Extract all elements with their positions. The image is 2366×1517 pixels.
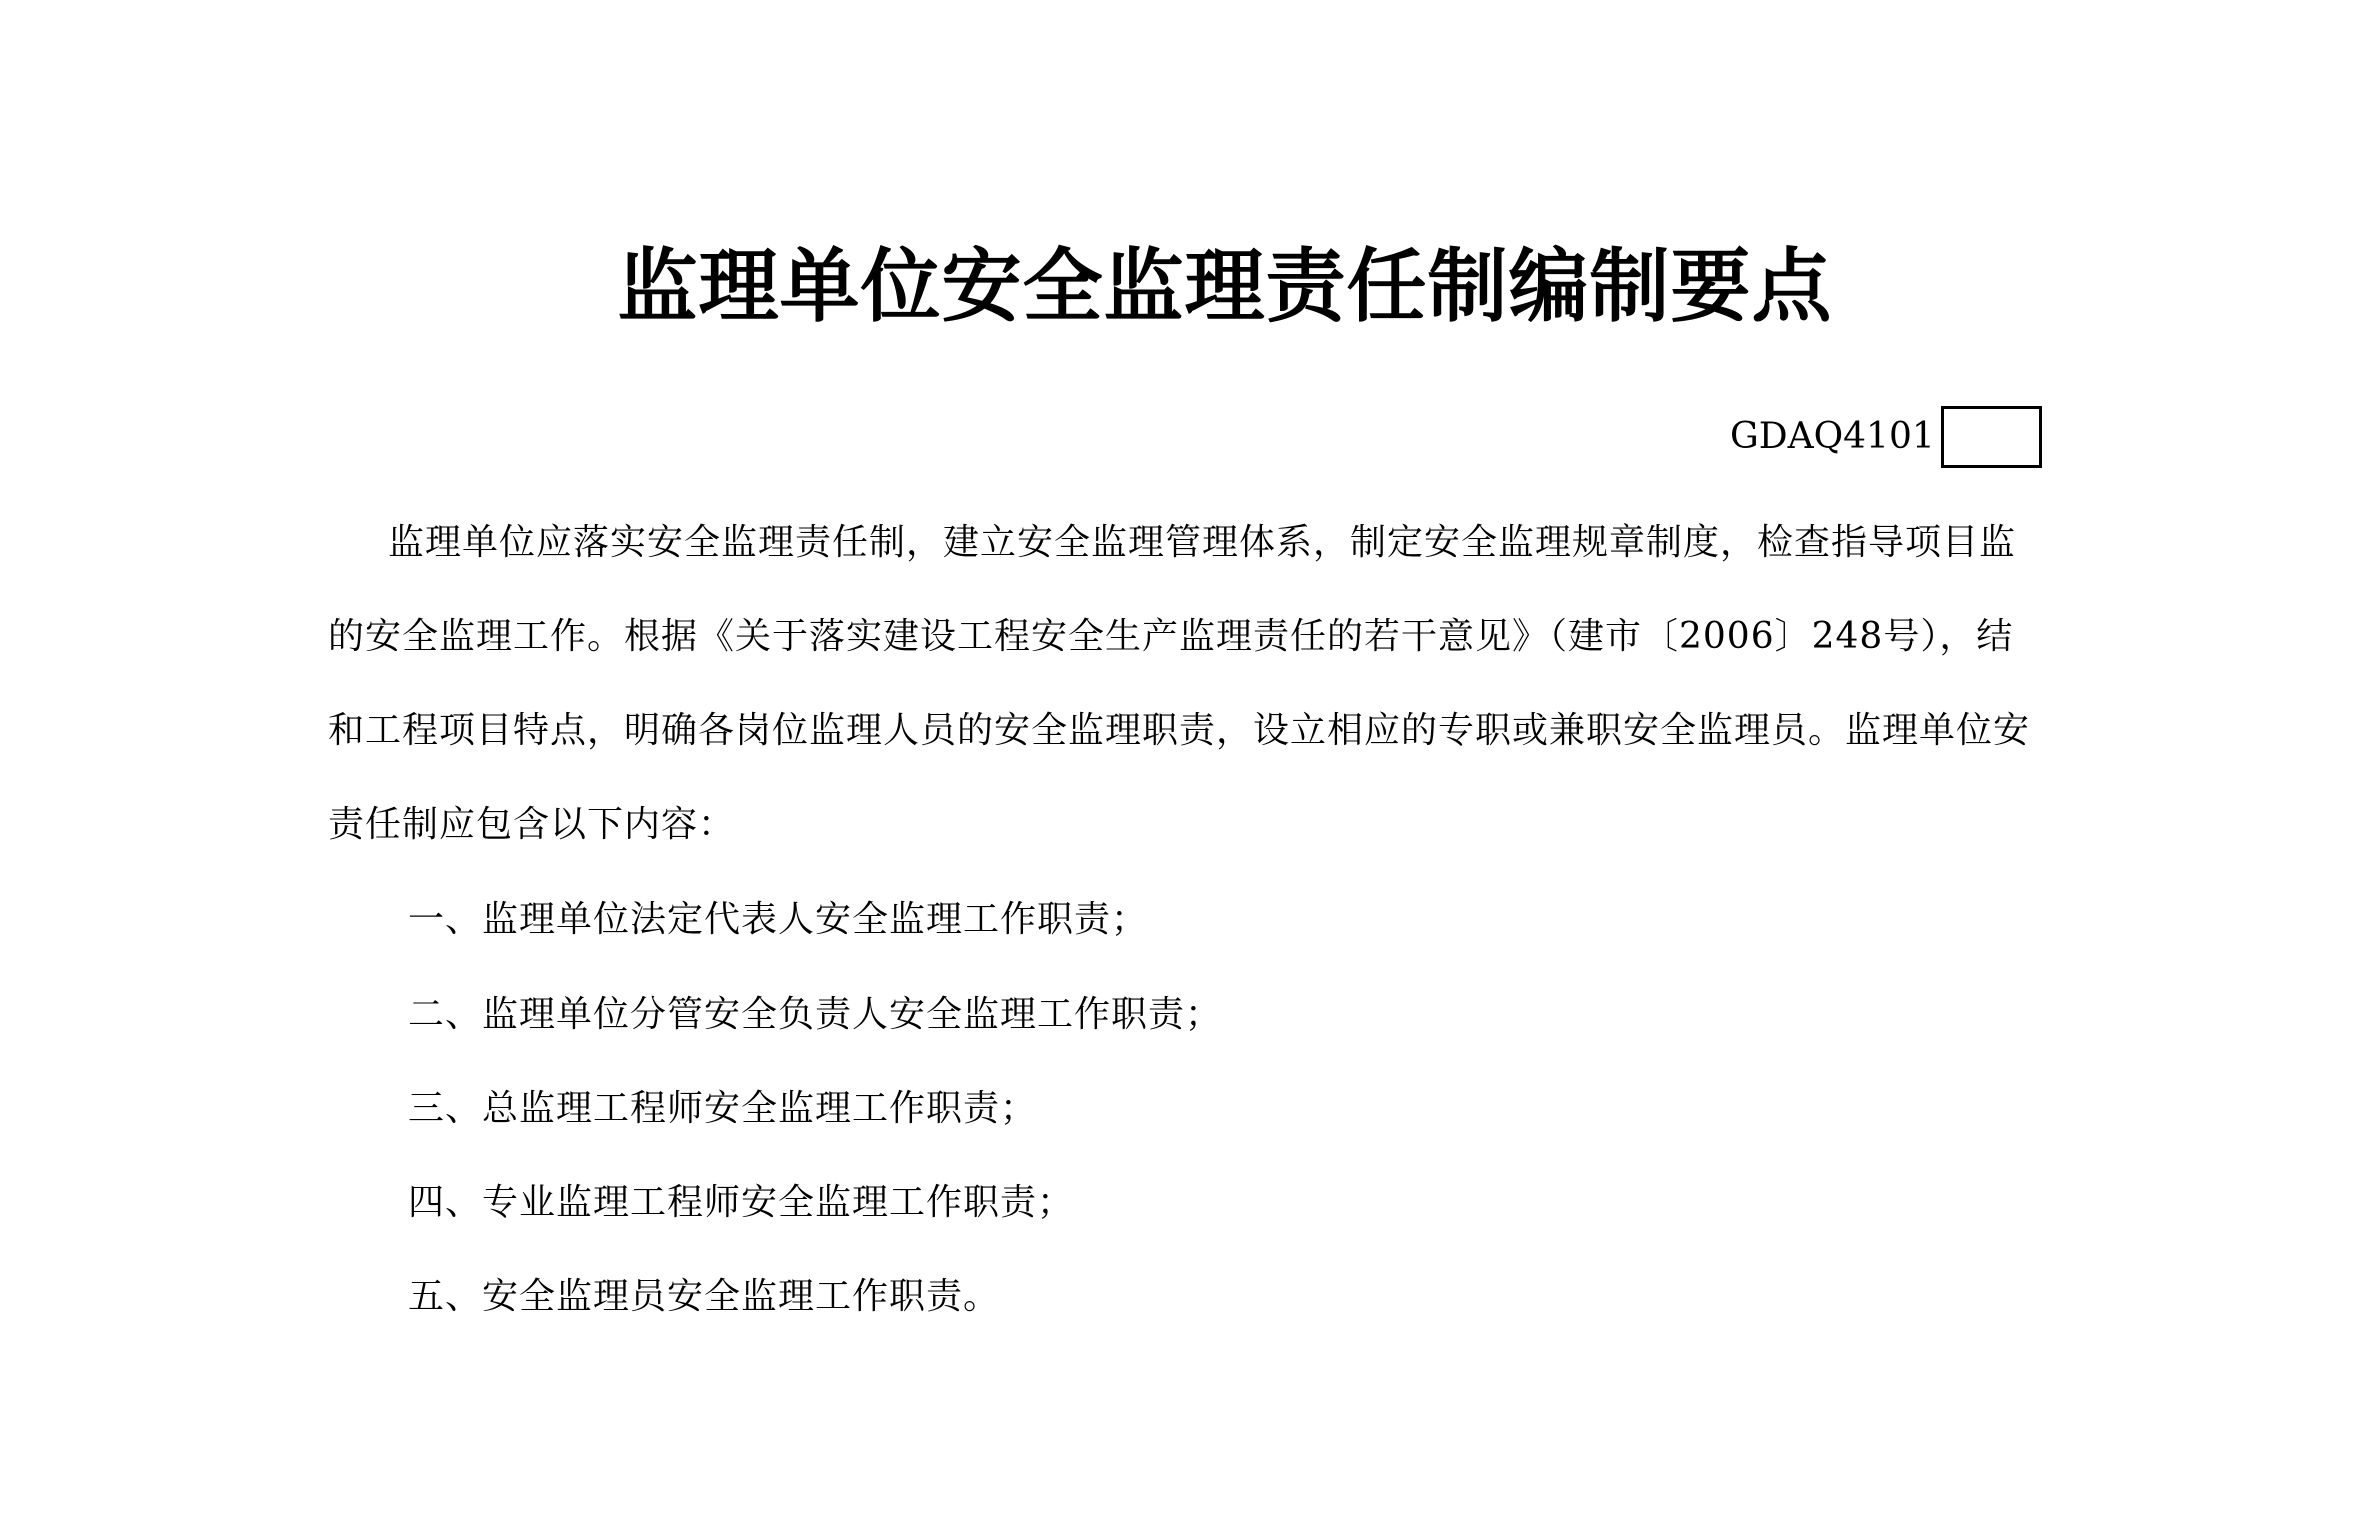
intro-line-4: 责任制应包含以下内容： xyxy=(328,804,736,845)
list-item-1: 一、监理单位法定代表人安全监理工作职责； xyxy=(408,899,1149,940)
list-item-5: 五、安全监理员安全监理工作职责。 xyxy=(408,1276,1001,1317)
document-title: 监理单位安全监理责任制编制要点 xyxy=(617,240,1833,333)
intro-line-2: 的安全监理工作。根据《关于落实建设工程安全生产监理责任的若干意见》（建市〔2006〕248号），结 xyxy=(328,616,2014,657)
intro-line-1: 监理单位应落实安全监理责任制，建立安全监理管理体系，制定安全监理规章制度，检查指导项目监 xyxy=(388,522,2017,563)
list-item-2: 二、监理单位分管安全负责人安全监理工作职责； xyxy=(408,994,1223,1035)
document-code: GDAQ4101 xyxy=(1730,416,1935,457)
intro-line-3: 和工程项目特点，明确各岗位监理人员的安全监理职责，设立相应的专职或兼职安全监理员。监理单位安 xyxy=(328,710,2031,751)
list-item-3: 三、总监理工程师安全监理工作职责； xyxy=(408,1088,1038,1129)
list-item-4: 四、专业监理工程师安全监理工作职责； xyxy=(408,1182,1075,1223)
